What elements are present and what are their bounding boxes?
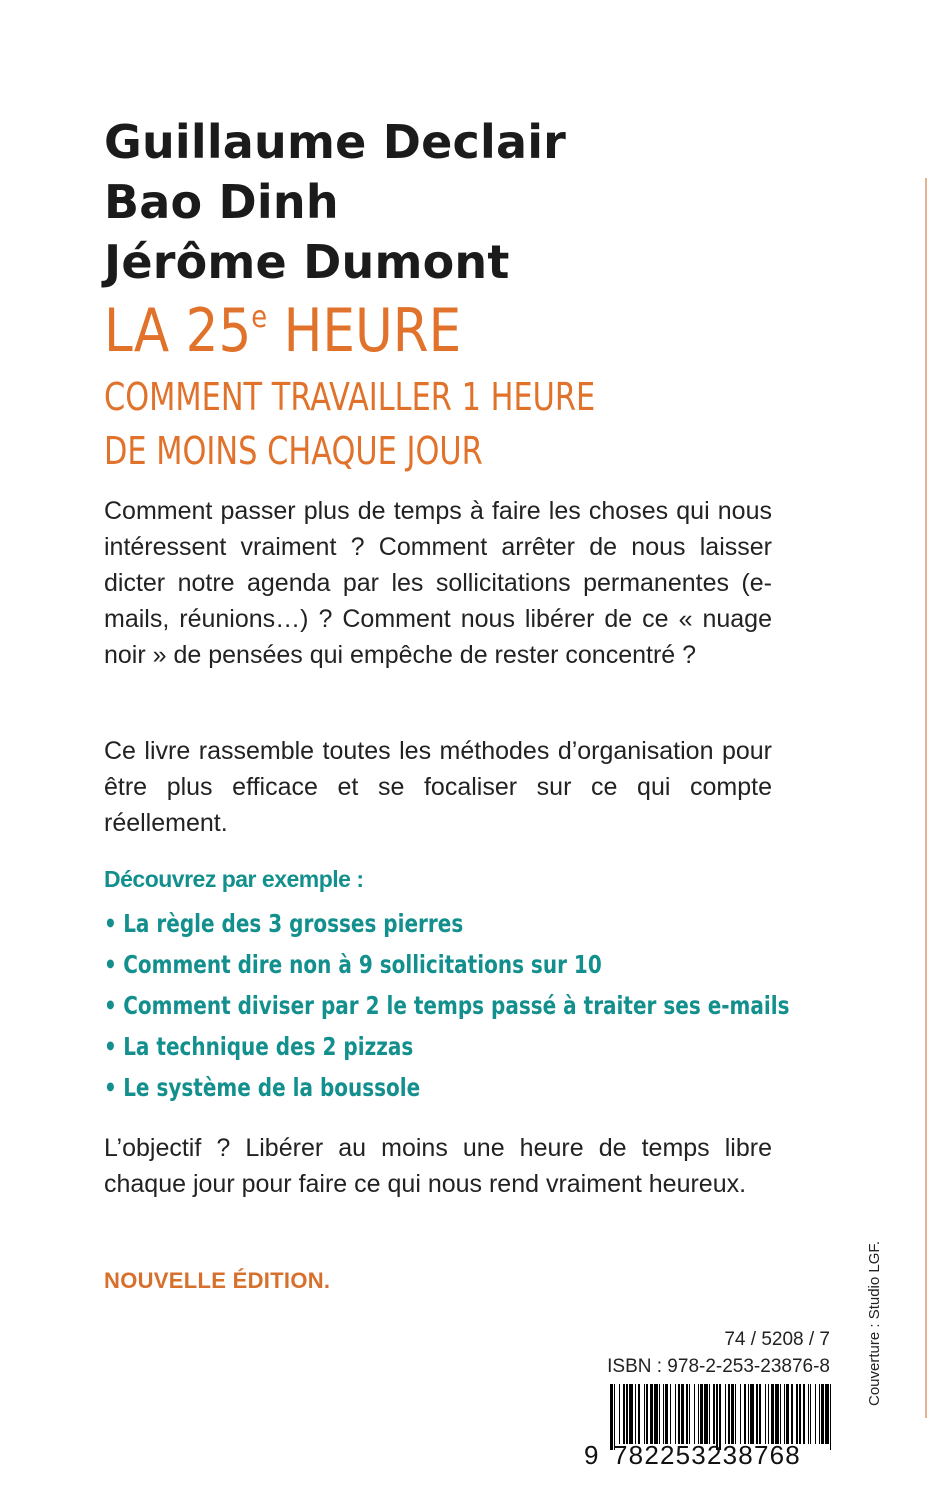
reference-code: 74 / 5208 / 7 (724, 1329, 830, 1350)
barcode-bar (759, 1384, 762, 1444)
barcode-bar (815, 1384, 816, 1444)
barcode-bar (750, 1384, 754, 1444)
barcode-bar (768, 1384, 769, 1444)
barcode-bar (644, 1384, 645, 1444)
barcode-bar (784, 1384, 785, 1444)
barcode-digit-string: 782253238768 (613, 1440, 801, 1470)
barcode-bar (796, 1384, 797, 1444)
title-prefix: LA 25 (104, 296, 252, 366)
list-item-text: La règle des 3 grosses pierres (123, 909, 464, 938)
list-item (104, 985, 790, 1026)
barcode-bar (650, 1384, 653, 1444)
list-item (104, 944, 790, 985)
barcode-bar (819, 1384, 820, 1444)
author-name: Bao Dinh (104, 175, 339, 229)
book-title (104, 296, 461, 377)
bullet-icon: • (104, 1032, 117, 1061)
bullet-icon: • (104, 1073, 117, 1102)
barcode (580, 1384, 832, 1470)
barcode-bar (694, 1384, 695, 1444)
title-suffix: HEURE (267, 296, 462, 366)
barcode-bar (748, 1384, 749, 1444)
barcode-bar (786, 1384, 789, 1444)
list-item (104, 903, 790, 944)
barcode-bar (821, 1384, 824, 1444)
barcode-bar (619, 1384, 620, 1444)
barcode-bar (803, 1384, 806, 1444)
barcode-bar (663, 1384, 664, 1444)
barcode-bar (638, 1384, 641, 1444)
barcode-bar (808, 1384, 809, 1444)
barcode-bar (678, 1384, 681, 1444)
barcode-bar (698, 1384, 699, 1444)
barcode-bar (731, 1384, 734, 1444)
barcode-bar (740, 1384, 741, 1444)
edition-label: NOUVELLE ÉDITION. (104, 1268, 331, 1293)
barcode-bars (610, 1384, 832, 1444)
discover-heading: Découvrez par exemple : (104, 866, 364, 892)
author-name: Jérôme Dumont (104, 235, 510, 289)
barcode-bar (825, 1384, 829, 1444)
blurb-paragraph: Comment passer plus de temps à faire les choses qui nous intéressent vraiment ? Comment arrêter de nous laisser dicter notre agenda par les sollicitations permanentes (e-mails, réunions…) ? Comment nous libérer de ce « nuage noir » de pensées qui empêche de rester concentré ? (104, 497, 772, 669)
barcode-bar (700, 1384, 703, 1444)
book-subtitle (104, 370, 595, 478)
barcode-bar (709, 1384, 710, 1444)
barcode-bar (623, 1384, 626, 1444)
barcode-first-digit: 9 (584, 1440, 599, 1470)
cover-credit: Couverture : Studio LGF. (866, 1240, 883, 1406)
barcode-bar (791, 1384, 792, 1444)
barcode-bar (659, 1384, 660, 1444)
bullet-icon: • (104, 991, 117, 1020)
barcode-bar (765, 1384, 766, 1444)
subtitle-line: DE MOINS CHAQUE JOUR (104, 429, 483, 473)
barcode-bar (626, 1384, 627, 1444)
barcode-bar (744, 1384, 747, 1444)
bullet-icon: • (104, 909, 117, 938)
barcode-bar (675, 1384, 676, 1444)
list-item-text: Comment diviser par 2 le temps passé à traiter ses e-mails (123, 991, 790, 1020)
author-list (104, 112, 566, 292)
barcode-bar (799, 1384, 802, 1444)
barcode-bar (686, 1384, 687, 1444)
publisher-codes (560, 1326, 830, 1380)
barcode-bar (646, 1384, 647, 1444)
barcode-bar (780, 1384, 781, 1444)
subtitle-line: COMMENT TRAVAILLER 1 HEURE (104, 375, 596, 419)
barcode-bar (665, 1384, 668, 1444)
barcode-bar (756, 1384, 757, 1444)
barcode-bar (654, 1384, 658, 1444)
barcode-bar (713, 1384, 716, 1444)
list-item (104, 1026, 790, 1067)
barcode-bar (689, 1384, 690, 1444)
barcode-bar (635, 1384, 636, 1444)
barcode-bar (728, 1384, 731, 1444)
barcode-bar (704, 1384, 708, 1444)
isbn-code: ISBN : 978-2-253-23876-8 (607, 1356, 830, 1377)
barcode-bar (681, 1384, 684, 1444)
barcode-bar (629, 1384, 633, 1444)
barcode-bar (725, 1384, 726, 1444)
list-item-text: La technique des 2 pizzas (123, 1032, 414, 1061)
barcode-bar (775, 1384, 779, 1444)
author-name: Guillaume Declair (104, 115, 567, 169)
bullet-icon: • (104, 950, 117, 979)
list-item-text: Le système de la boussole (123, 1073, 421, 1102)
title-superscript: e (251, 300, 268, 335)
blurb-paragraph: Ce livre rassemble toutes les méthodes d’organisation pour être plus efficace et se focaliser sur ce qui compte réellement. (104, 737, 772, 837)
bullet-list (104, 903, 927, 1108)
blurb-paragraph: L’objectif ? Libérer au moins une heure de temps libre chaque jour pour faire ce qui nous rend vraiment heureux. (104, 1134, 772, 1198)
barcode-bar (735, 1384, 736, 1444)
barcode-bar (670, 1384, 671, 1444)
barcode-digits (580, 1440, 832, 1470)
list-item (104, 1067, 790, 1108)
barcode-bar (810, 1384, 811, 1444)
list-item-text: Comment dire non à 9 sollicitations sur 10 (123, 950, 602, 979)
barcode-bar (771, 1384, 774, 1444)
